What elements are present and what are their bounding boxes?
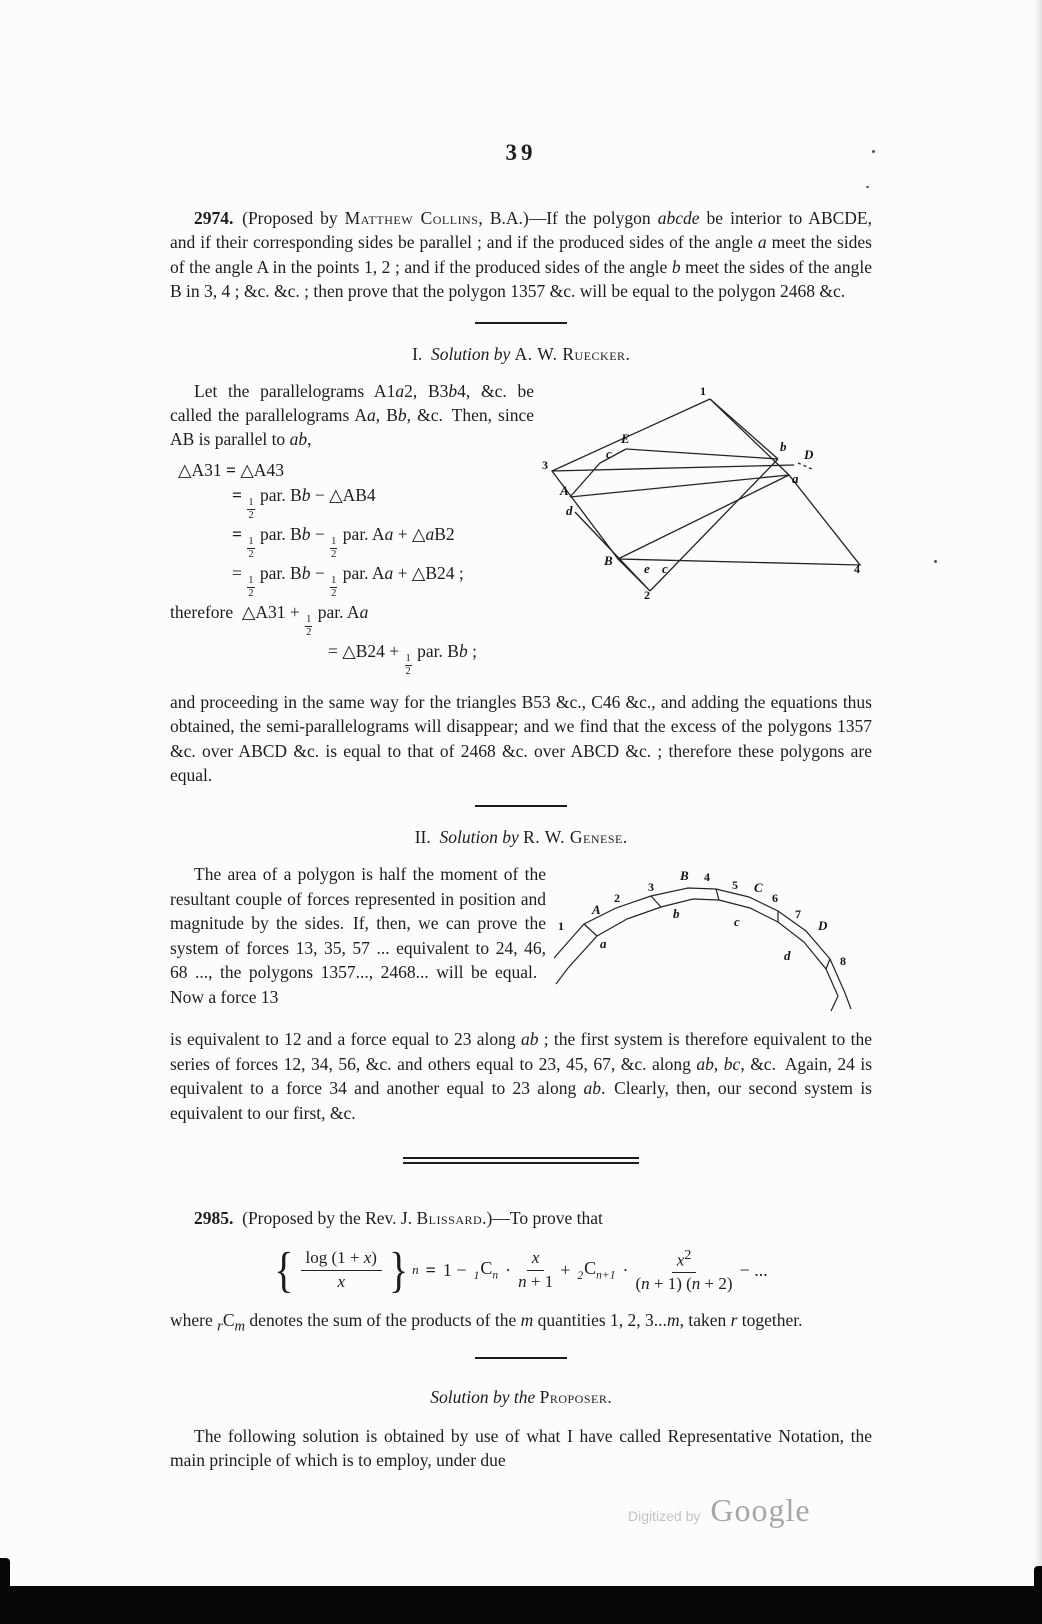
fig-label: E	[621, 430, 630, 446]
dot-operator: ·	[622, 1259, 629, 1280]
page-number: 39	[505, 140, 537, 165]
fig-label: 5	[732, 878, 738, 893]
equation-2985	[170, 1241, 872, 1298]
solution-2-beside: The area of a polygon is half the moment of the resultant couple of forces represented in position and magnitude by the sides. If, then, we can prove the system of forces 13, 35, 57 ... equivalent to 24, 46, 68 ..., the polygons 1357..., 2468... will be equal. Now a force 13	[170, 864, 546, 1007]
fraction-1	[518, 1248, 553, 1292]
scan-speck	[934, 560, 937, 563]
fig-label: A	[560, 482, 569, 498]
fig-label: A	[592, 902, 601, 918]
fraction-numerator: x	[527, 1248, 545, 1270]
solution-1-intro: Let the parallelograms A1a2, B3b4, &c. be called the parallelograms Aa, Bb, &c. Then, since AB is parallel to ab,	[170, 380, 534, 450]
fig-label: 4	[704, 870, 710, 885]
left-brace: {	[274, 1241, 294, 1298]
fig-label: c	[606, 445, 612, 461]
fig-label: B	[680, 868, 689, 884]
solution-2985-opening: The following solution is obtained by use of what I have called Representative Notation, the main principle of which is to employ, under due	[170, 1425, 872, 1471]
fig-label: a	[600, 936, 607, 952]
equals-sign: =	[425, 1259, 436, 1280]
exponent: n	[412, 1262, 419, 1278]
fig-label: b	[673, 906, 680, 922]
equation-line: = △B24 + $\frac{1}{2}$ par. Bb ;	[328, 640, 477, 678]
polygon-arc-diagram	[554, 866, 872, 1018]
fraction-denominator: n + 1	[518, 1271, 554, 1291]
scan-speck	[866, 186, 869, 188]
solution-1	[170, 379, 872, 788]
section-rule	[475, 805, 567, 807]
fraction-numerator: $x^2$	[672, 1247, 697, 1273]
fig-label: D	[804, 446, 814, 462]
fraction-denominator: (n + 1) (n + 2)	[635, 1273, 733, 1293]
equation-line: therefore △A31 + $\frac{1}{2}$ par. Aa	[170, 601, 369, 639]
ellipsis-tail: − ...	[739, 1259, 768, 1280]
diagram-labels	[558, 868, 846, 968]
text-column	[170, 0, 872, 1473]
diagram-labels	[542, 384, 860, 602]
solution-1-conclusion: and proceeding in the same way for the triangles B53 &c., C46 &c., and adding the equations thus obtained, the semi-parallelograms will disappear; and we find that the excess of the polygons 1357 &c. over ABCD &c. is equal to that of 2468 &c. over ABCD &c. ; therefore these polygons are equal.	[170, 691, 872, 786]
fraction-numerator: log (1 + x)	[301, 1248, 382, 1270]
solution-1-heading: I. Solution by A. W. Ruecker.	[412, 343, 630, 364]
scan-speck	[872, 150, 875, 153]
problem-2985-where-clause: where $_rC_m$ denotes the sum of the products of the m quantities 1, 2, 3...m, taken r together.	[170, 1309, 803, 1335]
fig-label: D	[818, 918, 828, 934]
fig-label: 8	[840, 954, 846, 969]
equation-line: = $\frac{1}{2}$ par. Bb − $\frac{1}{2}$ par. Aa + △B24 ;	[232, 562, 464, 600]
coefficient-1Cn: $_1C_n$	[473, 1258, 499, 1283]
digitized-by-label: Digitized by	[628, 1508, 701, 1524]
fig-label: B	[604, 552, 613, 568]
fig-label: c	[662, 560, 668, 576]
fig-label: a	[792, 470, 799, 486]
fig-label: C	[754, 880, 763, 896]
problem-2974-statement: 2974. (Proposed by Matthew Collins, B.A.)—If the polygon abcde be interior to ABCDE, and if their corresponding sides be parallel ; and if the produced sides of the angle a meet the sides of the angle A in the points 1, 2 ; and if the produced sides of the angle b meet the sides of the angle B in 3, 4 ; &c. &c. ; then prove that the polygon 1357 &c. will be equal to the polygon 2468 &c.	[170, 208, 872, 302]
fig-label: d	[566, 502, 573, 518]
fig-label: b	[780, 438, 787, 454]
dot-operator: ·	[505, 1259, 512, 1280]
problem-2985-statement: 2985. (Proposed by the Rev. J. Blissard.)—To prove that	[194, 1208, 603, 1229]
solution-2-continuation: is equivalent to 12 and a force equal to 23 along ab ; the first system is therefore equivalent to the series of forces 12, 34, 56, &c. and others equal to 23, 45, 67, &c. along ab, bc, &c. Again, 24 is equivalent to a force 34 and another equal to 23 along ab. Clearly, then, our second system is equivalent to our first, &c.	[170, 1029, 873, 1123]
fig-label: 3	[648, 880, 654, 895]
figure-2974	[542, 383, 872, 612]
fig-label: 1	[700, 383, 706, 398]
equation-line: = $\frac{1}{2}$ par. Bb − △AB4	[232, 484, 376, 522]
equation-line: △A31 = △A43	[178, 459, 284, 480]
fig-label: d	[784, 948, 791, 964]
solution-2985-heading: Solution by the Proposer.	[430, 1386, 612, 1407]
fig-label: 4	[854, 561, 860, 576]
scan-edge-artifact	[0, 1558, 10, 1588]
fig-label: 3	[542, 457, 548, 472]
right-brace: }	[388, 1241, 409, 1298]
lhs-fraction	[301, 1248, 382, 1292]
scan-edge-artifact	[1034, 1566, 1042, 1588]
coefficient-2Cn1: $_2C_{n+1}$	[577, 1258, 616, 1283]
section-rule	[475, 1357, 567, 1359]
figure-genese	[554, 866, 872, 1023]
solution-2	[170, 862, 872, 1125]
fraction-denominator: x	[337, 1271, 345, 1291]
watermark	[628, 1492, 811, 1529]
fig-label: 7	[795, 907, 801, 922]
diagram-lines	[552, 399, 860, 591]
section-rule	[475, 322, 567, 324]
fig-label: 2	[614, 891, 620, 906]
google-logo: Google	[710, 1492, 811, 1528]
polygon-diagram-2974	[542, 383, 872, 607]
fig-label: e	[644, 560, 650, 576]
double-rule	[403, 1157, 639, 1164]
fig-label: 2	[644, 587, 650, 602]
plus-sign: +	[560, 1259, 571, 1280]
fig-label: 1	[558, 919, 564, 934]
scan-bottom-edge	[0, 1586, 1042, 1624]
solution-2-heading: II. Solution by R. W. Genese.	[414, 827, 628, 848]
fig-label: 6	[772, 891, 778, 906]
fig-label: c	[734, 914, 740, 930]
fraction-2	[635, 1247, 732, 1294]
term: 1 −	[442, 1259, 467, 1280]
equation-line: = $\frac{1}{2}$ par. Bb − $\frac{1}{2}$ par. Aa + △aB2	[232, 523, 455, 561]
